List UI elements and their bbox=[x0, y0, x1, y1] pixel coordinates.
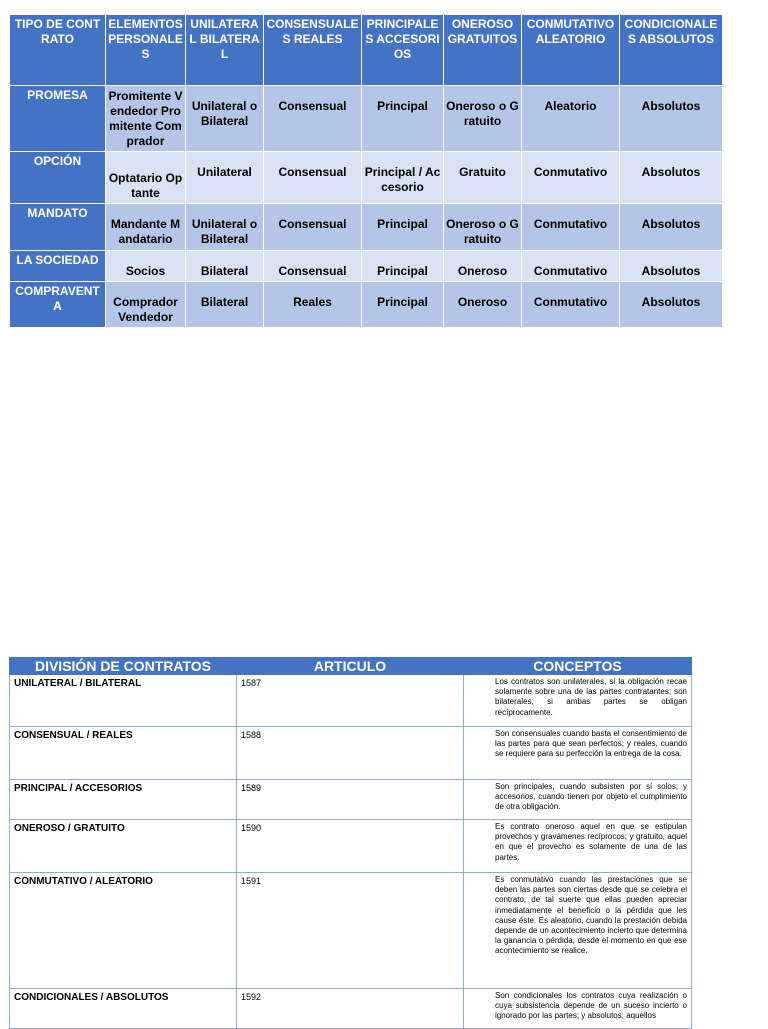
table-row bbox=[10, 251, 723, 282]
table-row bbox=[10, 204, 723, 251]
table-cell: Principal bbox=[362, 251, 444, 282]
article-cell: 1592 bbox=[237, 989, 464, 1029]
article-cell: 1588 bbox=[237, 727, 464, 780]
row-label: COMPRAVENTA bbox=[10, 282, 106, 328]
table-row bbox=[10, 86, 723, 152]
concept-cell bbox=[464, 727, 692, 780]
row-label: LA SOCIEDAD bbox=[10, 251, 106, 282]
table-cell: Absolutos bbox=[620, 251, 723, 282]
division-cell: PRINCIPAL / ACCESORIOS bbox=[10, 780, 237, 820]
table-cell: Oneroso bbox=[444, 251, 522, 282]
division-cell: CONSENSUAL / REALES bbox=[10, 727, 237, 780]
header-articulo: ARTICULO bbox=[237, 658, 464, 675]
header-oneroso-gratuitos: ONEROSO GRATUITOS bbox=[444, 15, 522, 86]
header-principales-accesorios: PRINCIPALES ACCESORIOS bbox=[362, 15, 444, 86]
header-division-de-contratos: DIVISIÓN DE CONTRATOS bbox=[10, 658, 237, 675]
concept-cell bbox=[464, 675, 692, 727]
table-cell: Consensual bbox=[264, 204, 362, 251]
table-cell: Gratuito bbox=[444, 152, 522, 204]
table-cell: Absolutos bbox=[620, 282, 723, 328]
concept-text: Los contratos son unilaterales, si la obligación recae solamente sobre una de las partes contratantes; son bilaterales, si ambas partes se obligan recíprocamente. bbox=[495, 677, 687, 717]
table-cell: Oneroso o Gratuito bbox=[444, 86, 522, 152]
table-cell: Absolutos bbox=[620, 86, 723, 152]
row-label: MANDATO bbox=[10, 204, 106, 251]
header-consensuales-reales: CONSENSUALES REALES bbox=[264, 15, 362, 86]
table-cell: Absolutos bbox=[620, 204, 723, 251]
table-cell: Conmutativo bbox=[522, 282, 620, 328]
table-row bbox=[10, 780, 692, 820]
article-cell: 1591 bbox=[237, 873, 464, 989]
concept-text: Son condicionales los contratos cuya realización o cuya subsistencia depende de un suceso incierto o ignorado por las partes; y absolutos, aquellos bbox=[495, 991, 687, 1021]
table-row bbox=[10, 873, 692, 989]
header-conceptos: CONCEPTOS bbox=[464, 658, 692, 675]
table-cell: Mandante Mandatario bbox=[106, 204, 186, 251]
table-row bbox=[10, 675, 692, 727]
article-cell: 1589 bbox=[237, 780, 464, 820]
article-cell: 1587 bbox=[237, 675, 464, 727]
table-cell: Reales bbox=[264, 282, 362, 328]
table-row bbox=[10, 989, 692, 1029]
division-cell: CONMUTATIVO / ALEATORIO bbox=[10, 873, 237, 989]
table-cell: Principal bbox=[362, 204, 444, 251]
table-cell: Consensual bbox=[264, 251, 362, 282]
concept-text: Son principales, cuando subsisten por sí solos; y accesorios, cuando tienen por objeto el cumplimiento de otra obligación. bbox=[495, 782, 687, 812]
table-header-row bbox=[10, 658, 692, 675]
concept-text: Es conmutativo cuando las prestaciones que se deben las partes son ciertas desde que se celebra el contrato, de tal suerte que ellas pueden apreciar inmediatamente el beneficio o la pérdida que les cause éste. Es aleatorio, cuando la prestación debida depende de un acontecimiento incierto que determina la ganancia o pérdida, desde el momento en que ese acontecimiento se realice. bbox=[495, 875, 687, 956]
table-cell: Conmutativo bbox=[522, 204, 620, 251]
header-tipo-de-contrato: TIPO DE CONTRATO bbox=[10, 15, 106, 86]
table-cell: Socios bbox=[106, 251, 186, 282]
table-cell: Absolutos bbox=[620, 152, 723, 204]
table-cell: Principal / Accesorio bbox=[362, 152, 444, 204]
division-cell: ONEROSO / GRATUITO bbox=[10, 820, 237, 873]
table-cell: Unilateral bbox=[186, 152, 264, 204]
table-cell: Bilateral bbox=[186, 282, 264, 328]
table-cell: Comprador Vendedor bbox=[106, 282, 186, 328]
table-row bbox=[10, 727, 692, 780]
header-conmutativo-aleatorio: CONMUTATIVO ALEATORIO bbox=[522, 15, 620, 86]
table-cell: Aleatorio bbox=[522, 86, 620, 152]
table-cell: Principal bbox=[362, 282, 444, 328]
table-cell: Unilateral o Bilateral bbox=[186, 86, 264, 152]
concept-cell bbox=[464, 780, 692, 820]
table-cell: Consensual bbox=[264, 152, 362, 204]
table-cell: Unilateral o Bilateral bbox=[186, 204, 264, 251]
table-cell: Conmutativo bbox=[522, 251, 620, 282]
row-label: OPCIÓN bbox=[10, 152, 106, 204]
concept-cell bbox=[464, 873, 692, 989]
division-cell: UNILATERAL / BILATERAL bbox=[10, 675, 237, 727]
division-cell: CONDICIONALES / ABSOLUTOS bbox=[10, 989, 237, 1029]
table-cell: Principal bbox=[362, 86, 444, 152]
table-cell: Promitente Vendedor Promitente Comprador bbox=[106, 86, 186, 152]
concept-cell bbox=[464, 820, 692, 873]
header-unilateral-bilateral: UNILATERAL BILATERAL bbox=[186, 15, 264, 86]
header-condicionales-absolutos: CONDICIONALES ABSOLUTOS bbox=[620, 15, 723, 86]
table-row bbox=[10, 820, 692, 873]
contract-division-table bbox=[9, 657, 692, 1029]
table-cell: Oneroso o Gratuito bbox=[444, 204, 522, 251]
table-row bbox=[10, 282, 723, 328]
table-header-row bbox=[10, 15, 723, 86]
table-cell: Conmutativo bbox=[522, 152, 620, 204]
concept-text: Es contrato oneroso aquel en que se estipulan provechos y gravámenes recíprocos; y gratuito, aquel en que el provecho es solamente de una de las partes. bbox=[495, 822, 687, 862]
table-cell: Bilateral bbox=[186, 251, 264, 282]
table-cell: Optatario Optante bbox=[106, 152, 186, 204]
contract-types-table bbox=[9, 14, 723, 328]
table-cell: Consensual bbox=[264, 86, 362, 152]
concept-cell bbox=[464, 989, 692, 1029]
row-label: PROMESA bbox=[10, 86, 106, 152]
article-cell: 1590 bbox=[237, 820, 464, 873]
concept-text: Son consensuales cuando basta el consentimiento de las partes para que sean perfectos; y reales, cuando se requiere para su perfección la entrega de la cosa. bbox=[495, 729, 687, 759]
header-elementos-personales: ELEMENTOS PERSONALES bbox=[106, 15, 186, 86]
table-row bbox=[10, 152, 723, 204]
table-cell: Oneroso bbox=[444, 282, 522, 328]
